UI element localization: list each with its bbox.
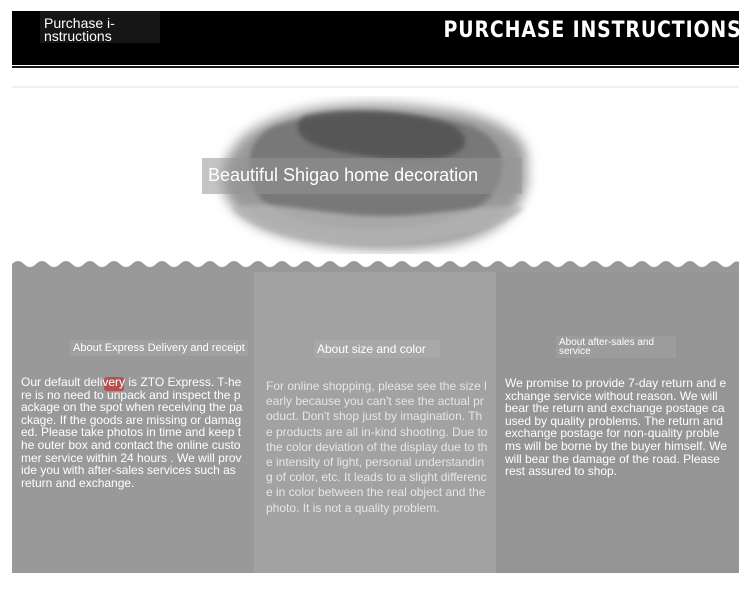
banner-title: Beautiful Shigao home decoration: [202, 158, 522, 194]
column-body: We promise to provide 7-day return and exchange service without reason. We will bear the return and exchange postage caused by quality problems. The return and exchange postage for non-quality problems will be borne by the buyer himself. We will bear the damage of the road. Please rest assured to shop.: [505, 376, 727, 479]
header-divider: [12, 66, 739, 68]
column-body: For online shopping, please see the size learly because you can't see the actual product. Don't shop just by imagination. The products are all in-kind shooting. Due to the color deviation of the display due to the intensity of light, personal understanding of color, etc. It leads to a slight difference in color between the real object and the photo. It is not a quality problem.: [266, 379, 488, 515]
column-size-color: [254, 272, 496, 573]
header-left-label: [40, 11, 160, 43]
info-columns: [12, 272, 739, 573]
column-title: About Express Delivery and receipt: [70, 340, 248, 356]
header-left-label-line2: nstructions: [44, 28, 112, 44]
banner: [12, 86, 739, 276]
header-title: PURCHASE INSTRUCTIONS: [443, 18, 742, 43]
header-left-label-line1: Purchase i-: [44, 15, 115, 31]
column-after-sales: [496, 272, 739, 573]
column-body: Our default delivery is ZTO Express. T-here is no need to unpack and inspect the package on the spot when receiving the package. If the goods are missing or damaged. Please take photos in time and keep the outer box and contact the online customer service within 24 hours . We will provide you with after-sales services such as return and exchange.: [21, 375, 243, 490]
column-express-delivery: [12, 272, 254, 573]
column-title: About size and color: [314, 340, 440, 358]
column-title: About after-sales and service: [556, 336, 676, 358]
